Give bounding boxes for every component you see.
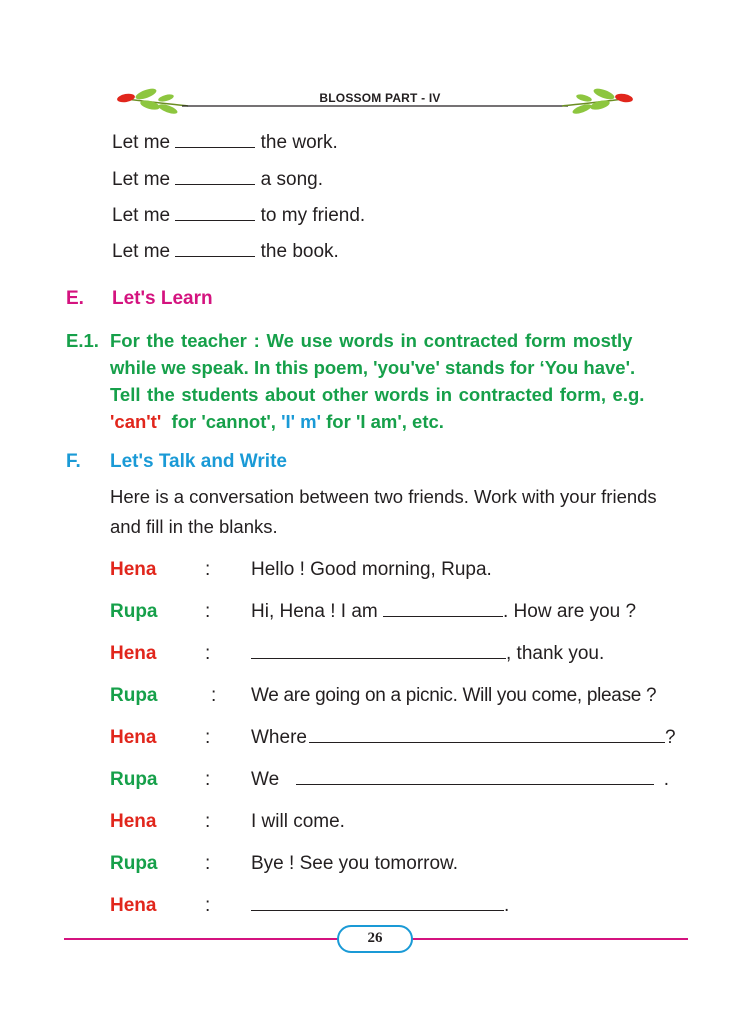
sentence-text: the work. [260,132,338,153]
dialogue-colon: : [205,643,211,664]
leaf-branch-right-icon [562,86,634,115]
instructions-line-2: and fill in the blanks. [110,516,278,537]
sentence-text: a song. [260,169,323,190]
example-word-cant: 'can't' [110,411,162,432]
dialogue-text: , thank you. [506,643,605,664]
dialogue-text: We [251,769,280,790]
speaker-rupa: Rupa [110,769,158,790]
dialogue-text: ? [664,727,676,748]
speaker-rupa: Rupa [110,601,158,622]
dialogue-colon: : [205,559,211,580]
dialogue-text: Where [251,727,307,748]
section-e1-number: E.1. [66,330,99,351]
sentence-3 [112,205,365,227]
sentence-1 [112,132,338,154]
teacher-note-line-2: while we speak. In this poem, 'you've' stands for ‘You have'. [110,357,636,378]
section-e-number: E. [66,288,84,309]
speaker-hena: Hena [110,559,157,580]
speaker-hena: Hena [110,727,157,748]
dialogue-text: . How are you ? [503,601,637,622]
dialogue-colon: : [211,685,217,706]
dialogue-text: . [663,769,670,790]
example-word-im: 'I' m' [281,411,321,432]
dialogue-colon: : [205,895,211,916]
answer-blank[interactable] [251,895,504,911]
dialogue-line: Hello ! Good morning, Rupa. [251,559,492,580]
dialogue-colon: : [205,727,211,748]
sentence-text: Let me [112,169,171,190]
answer-blank[interactable] [175,205,255,221]
page-number: 26 [367,930,383,946]
speaker-hena: Hena [110,643,157,664]
answer-blank[interactable] [296,769,654,785]
answer-blank[interactable] [309,727,665,743]
dialogue-line: I will come. [251,811,345,832]
teacher-note-line-4 [110,411,444,433]
section-e-title: Let's Learn [112,288,213,309]
teacher-note-line-1: For the teacher : We use words in contracted form mostly [110,330,633,351]
dialogue-text: . [504,895,510,916]
dialogue-line: Bye ! See you tomorrow. [251,853,458,874]
dialogue-line [251,643,604,665]
example-meaning: for 'I am', etc. [326,411,444,432]
instructions-line-1: Here is a conversation between two friends. Work with your friends [110,486,657,507]
speaker-hena: Hena [110,811,157,832]
dialogue-colon: : [205,811,211,832]
dialogue-line [251,727,676,749]
leaf-branch-left-icon [116,86,188,115]
header-title: BLOSSOM PART - IV [319,91,441,105]
dialogue-line [251,601,636,623]
teacher-note-line-3: Tell the students about other words in contracted form, e.g. [110,384,645,405]
speaker-rupa: Rupa [110,853,158,874]
dialogue-colon: : [205,601,211,622]
answer-blank[interactable] [383,601,503,617]
dialogue-text: Hi, Hena ! I am [251,601,378,622]
sentence-text: the book. [260,241,339,262]
sentence-text: Let me [112,132,171,153]
answer-blank[interactable] [175,169,255,185]
dialogue-line [251,895,509,917]
answer-blank[interactable] [251,643,506,659]
answer-blank[interactable] [175,241,255,257]
example-meaning: for 'cannot', [171,411,276,432]
sentence-text: Let me [112,241,171,262]
sentence-4 [112,241,339,263]
dialogue-line: We are going on a picnic. Will you come, please ? [251,685,657,706]
dialogue-colon: : [205,769,211,790]
dialogue-line [251,769,669,791]
sentence-2 [112,169,323,191]
speaker-hena: Hena [110,895,157,916]
answer-blank[interactable] [175,132,255,148]
speaker-rupa: Rupa [110,685,158,706]
section-f-title: Let's Talk and Write [110,451,287,472]
section-f-number: F. [66,451,81,472]
dialogue-colon: : [205,853,211,874]
sentence-text: Let me [112,205,171,226]
sentence-text: to my friend. [260,205,366,226]
